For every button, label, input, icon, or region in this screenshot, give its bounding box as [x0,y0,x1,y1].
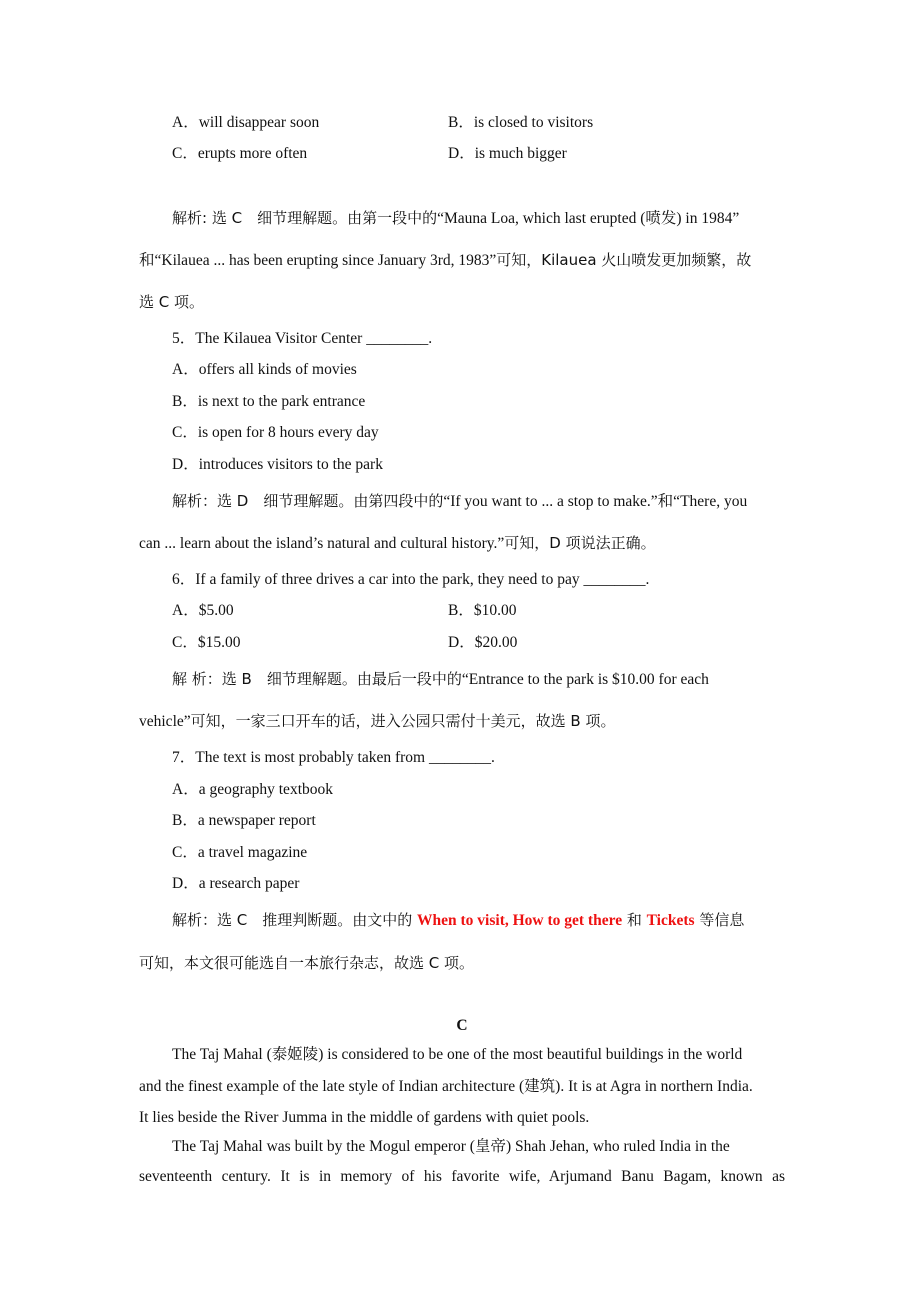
option-text: introduces visitors to the park [198,456,383,473]
q6-analysis-line-2 [139,711,615,732]
option-text: $10.00 [473,602,517,619]
option-text: is open for 8 hours every day [197,424,379,441]
option-letter: B． [172,812,198,829]
q5-analysis-line-2 [139,533,656,554]
passage-p1-line-3: It lies beside the River Jumma in the middle of gardens with quiet pools. [139,1109,590,1126]
q7-option-b [172,811,316,831]
option-letter: A． [172,602,199,619]
passage-heading: C [456,1017,468,1034]
option-letter: A． [172,781,199,798]
q6-analysis-line-1 [172,669,709,690]
q4-analysis-line-2 [139,250,751,271]
option-letter: D． [172,875,199,892]
option-text: is much bigger [474,145,567,162]
q7-analysis-line-1 [172,910,744,931]
analysis-quote: vehicle” [139,713,191,730]
highlight-tickets: Tickets [646,912,695,929]
analysis-quote: “Mauna Loa, which last erupted (喷发) in 1984” [437,210,740,227]
q6-option-b [448,601,516,621]
analysis-quote: “If you want to ... a stop to make.”和“There, you [443,493,748,510]
q5-option-a [172,360,357,380]
analysis-conclusion: 可知，Kilauea 火山喷发更加频繁，故 [496,251,752,269]
option-text: $20.00 [474,634,518,651]
option-letter: A． [172,114,199,131]
option-letter: D． [448,634,475,651]
option-text: a geography textbook [198,781,333,798]
q6-stem: 6．If a family of three drives a car into the park, they need to pay ________. [172,571,650,588]
q4-option-b [448,113,593,133]
option-letter: B． [448,114,474,131]
option-text: $5.00 [198,602,234,619]
option-letter: C． [172,424,198,441]
q7-option-a [172,780,333,800]
analysis-quote: can ... learn about the island’s natural and cultural history.” [139,535,505,552]
analysis-quote: “Entrance to the park is $10.00 for each [461,671,709,688]
analysis-prefix: 解析: 选 C 细节理解题。由第一段中的 [172,209,438,227]
q5-analysis-line-1 [172,491,747,512]
q5-option-c [172,423,379,443]
q4-analysis-line-1 [172,208,739,229]
analysis-conjunction: 和 [622,911,647,929]
q7-analysis-line-2: 可知，本文很可能选自一本旅行杂志，故选 C 项。 [139,954,475,972]
q4-option-c [172,144,307,164]
analysis-prefix: 解析：选 C 推理判断题。由文中的 [172,911,418,929]
option-letter: C． [172,844,198,861]
q5-stem: 5．The Kilauea Visitor Center ________. [172,330,433,347]
q4-analysis-line-3: 选 C 项。 [139,293,205,311]
analysis-prefix: 解析：选 D 细节理解题。由第四段中的 [172,492,444,510]
q7-option-d [172,874,299,894]
option-letter: C． [172,634,198,651]
option-text: is next to the park entrance [197,393,366,410]
passage-p2-line-1: The Taj Mahal was built by the Mogul emperor (皇帝) Shah Jehan, who ruled India in the [172,1138,730,1155]
q5-option-d [172,455,383,475]
analysis-suffix: 等信息 [694,911,745,929]
q6-option-d [448,633,517,653]
option-text: erupts more often [197,145,308,162]
q5-option-b [172,392,365,412]
analysis-conclusion: 可知，D 项说法正确。 [504,534,656,552]
option-letter: C． [172,145,198,162]
q4-option-a [172,113,319,133]
option-text: a travel magazine [197,844,308,861]
option-letter: D． [172,456,199,473]
option-letter: B． [448,602,474,619]
option-text: a research paper [198,875,300,892]
option-letter: D． [448,145,475,162]
passage-p1-line-2: and the finest example of the late style of Indian architecture (建筑). It is at Agra in northern India. [139,1078,753,1095]
analysis-conclusion: 可知，一家三口开车的话，进入公园只需付十美元，故选 B 项。 [190,712,616,730]
q4-option-d [448,144,567,164]
analysis-prefix: 解 析：选 B 细节理解题。由最后一段中的 [172,670,462,688]
option-text: $15.00 [197,634,241,651]
passage-p1-line-1: The Taj Mahal (泰姬陵) is considered to be one of the most beautiful buildings in the world [172,1046,743,1063]
q6-option-a [172,601,234,621]
analysis-quote: 和“Kilauea ... has been erupting since January 3rd, 1983” [139,252,497,269]
passage-p2-line-2: seventeenth century. It is in memory of his favorite wife, Arjumand Banu Bagam, known as [139,1168,785,1185]
q7-stem: 7．The text is most probably taken from ________. [172,749,495,766]
q7-option-c [172,843,307,863]
option-text: is closed to visitors [473,114,594,131]
q6-option-c [172,633,240,653]
option-letter: B． [172,393,198,410]
highlight-sections: When to visit, How to get there [417,912,623,929]
option-letter: A． [172,361,199,378]
option-text: will disappear soon [198,114,320,131]
option-text: offers all kinds of movies [198,361,357,378]
option-text: a newspaper report [197,812,316,829]
